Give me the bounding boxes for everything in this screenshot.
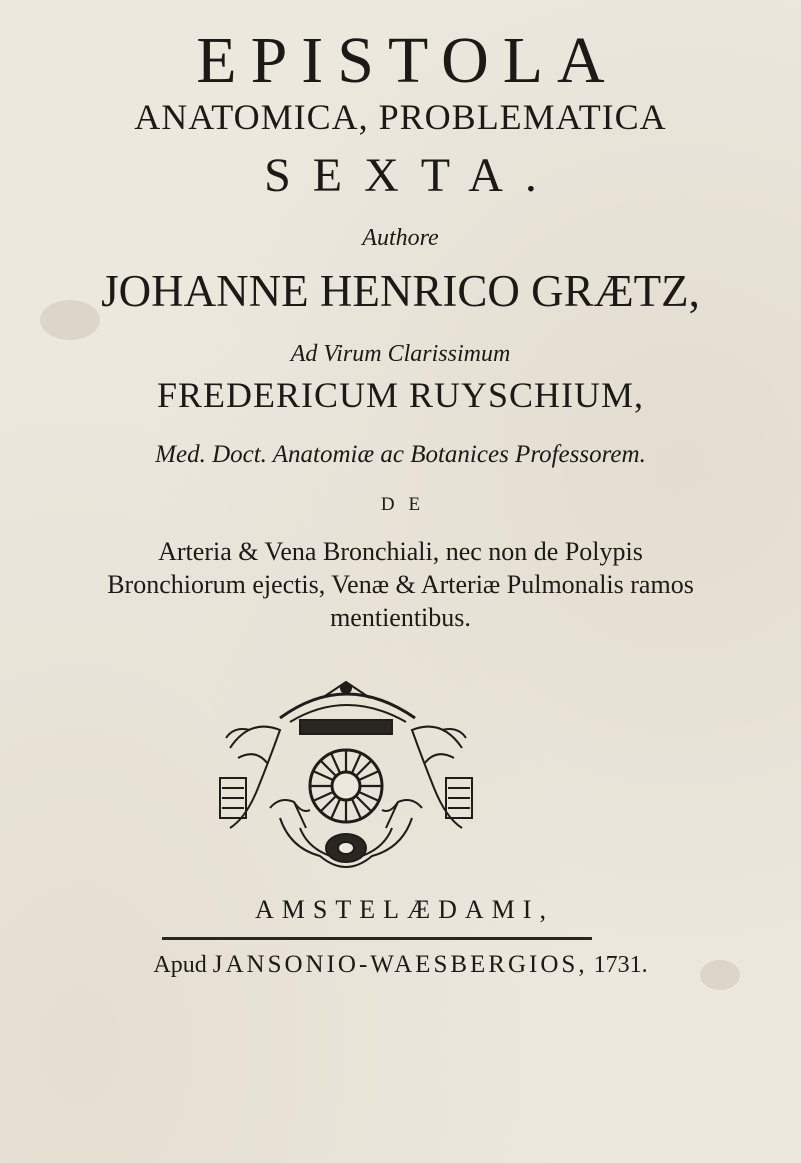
imprint-city: AMSTELÆDAMI, (255, 895, 554, 924)
subtitle: ANATOMICA, PROBLEMATICA (134, 97, 667, 137)
main-title: EPISTOLA (196, 24, 619, 97)
imprint-apud: Apud (153, 952, 207, 978)
byline-label: Authore (362, 225, 439, 251)
imprint-year: 1731. (593, 952, 648, 978)
ordinal-title: SEXTA. (264, 149, 559, 202)
dedicatee-title: Med. Doct. Anatomiæ ac Botanices Professorem. (155, 441, 646, 468)
subject-text: Arteria & Vena Bronchiali, nec non de Polypis Bronchiorum ejectis, Venæ & Arteriæ Pulmonalis ramos mentientibus. (107, 537, 694, 632)
imprint-publisher: JANSONIO-WAESBERGIOS, (212, 951, 588, 978)
author-name: JOHANNE HENRICO GRÆTZ, (101, 266, 700, 316)
imprint-publisher-line (0, 950, 801, 980)
de-label: DE (380, 494, 435, 515)
printers-device-icon (210, 678, 482, 880)
address-label: Ad Virum Clarissimum (290, 341, 511, 367)
dedicatee-name: FREDERICUM RUYSCHIUM, (156, 375, 645, 415)
imprint-rule (162, 937, 592, 940)
